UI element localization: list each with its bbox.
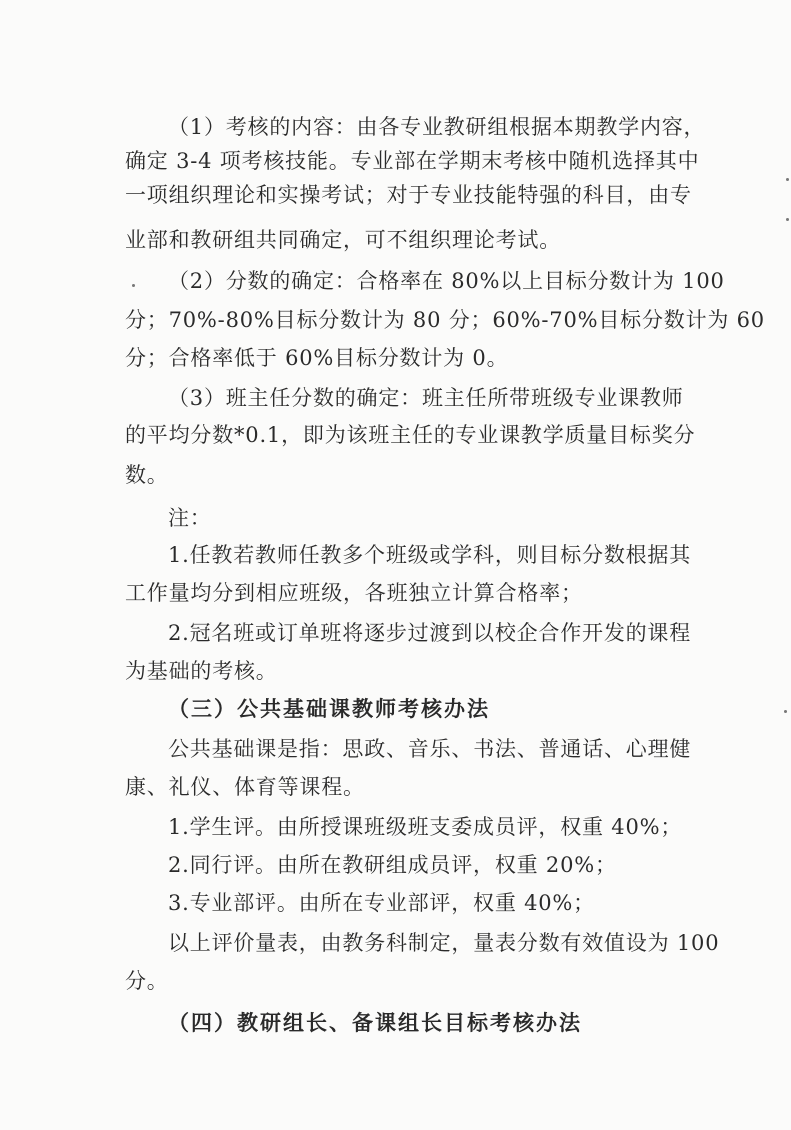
note-2-line-1: 2.冠名班或订单班将逐步过渡到以校企合作开发的课程 xyxy=(168,621,692,645)
list-item-3: 3.专业部评。由所在专业部评，权重 40%； xyxy=(168,891,595,915)
section-heading-4: （四）教研组长、备课组长目标考核办法 xyxy=(168,1010,582,1035)
para-1-line-1: （1）考核的内容：由各专业教研组根据本期教学内容， xyxy=(168,115,706,139)
para-3-line-3: 数。 xyxy=(125,463,169,487)
para-2-line-3: 分；合格率低于 60%目标分数计为 0。 xyxy=(125,346,509,370)
para-1-line-4: 业部和教研组共同确定，可不组织理论考试。 xyxy=(125,228,561,252)
scan-dot xyxy=(786,218,789,221)
para-2-line-1: （2）分数的确定：合格率在 80%以上目标分数计为 100 xyxy=(168,269,725,293)
para-5-line-2: 分。 xyxy=(125,969,169,993)
scan-dot xyxy=(786,178,789,181)
section-heading-3: （三）公共基础课教师考核办法 xyxy=(168,696,490,721)
para-3-line-2: 的平均分数*0.1，即为该班主任的专业课教学质量目标奖分 xyxy=(125,423,696,447)
note-label: 注： xyxy=(168,506,212,530)
para-1-line-2: 确定 3-4 项考核技能。专业部在学期末考核中随机选择其中 xyxy=(125,149,700,173)
para-1-line-3: 一项组织理论和实操考试；对于专业技能特强的科目，由专 xyxy=(125,183,692,207)
note-1-line-1: 1.任教若教师任教多个班级或学科，则目标分数根据其 xyxy=(168,543,692,567)
scan-dot xyxy=(784,710,787,713)
para-2-line-2: 分；70%-80%目标分数计为 80 分；60%-70%目标分数计为 60 xyxy=(125,308,765,332)
para-4-line-1: 公共基础课是指：思政、音乐、书法、普通话、心理健 xyxy=(168,737,692,761)
list-item-2: 2.同行评。由所在教研组成员评，权重 20%； xyxy=(168,853,617,877)
para-5-line-1: 以上评价量表，由教务科制定，量表分数有效值设为 100 xyxy=(168,931,720,955)
list-item-1: 1.学生评。由所授课班级班支委成员评，权重 40%； xyxy=(168,815,683,839)
para-4-line-2: 康、礼仪、体育等课程。 xyxy=(125,775,365,799)
para-3-line-1: （3）班主任分数的确定：班主任所带班级专业课教师 xyxy=(168,386,684,410)
scan-dot xyxy=(132,284,135,287)
note-1-line-2: 工作量均分到相应班级，各班独立计算合格率； xyxy=(125,581,583,605)
note-2-line-2: 为基础的考核。 xyxy=(125,659,278,683)
